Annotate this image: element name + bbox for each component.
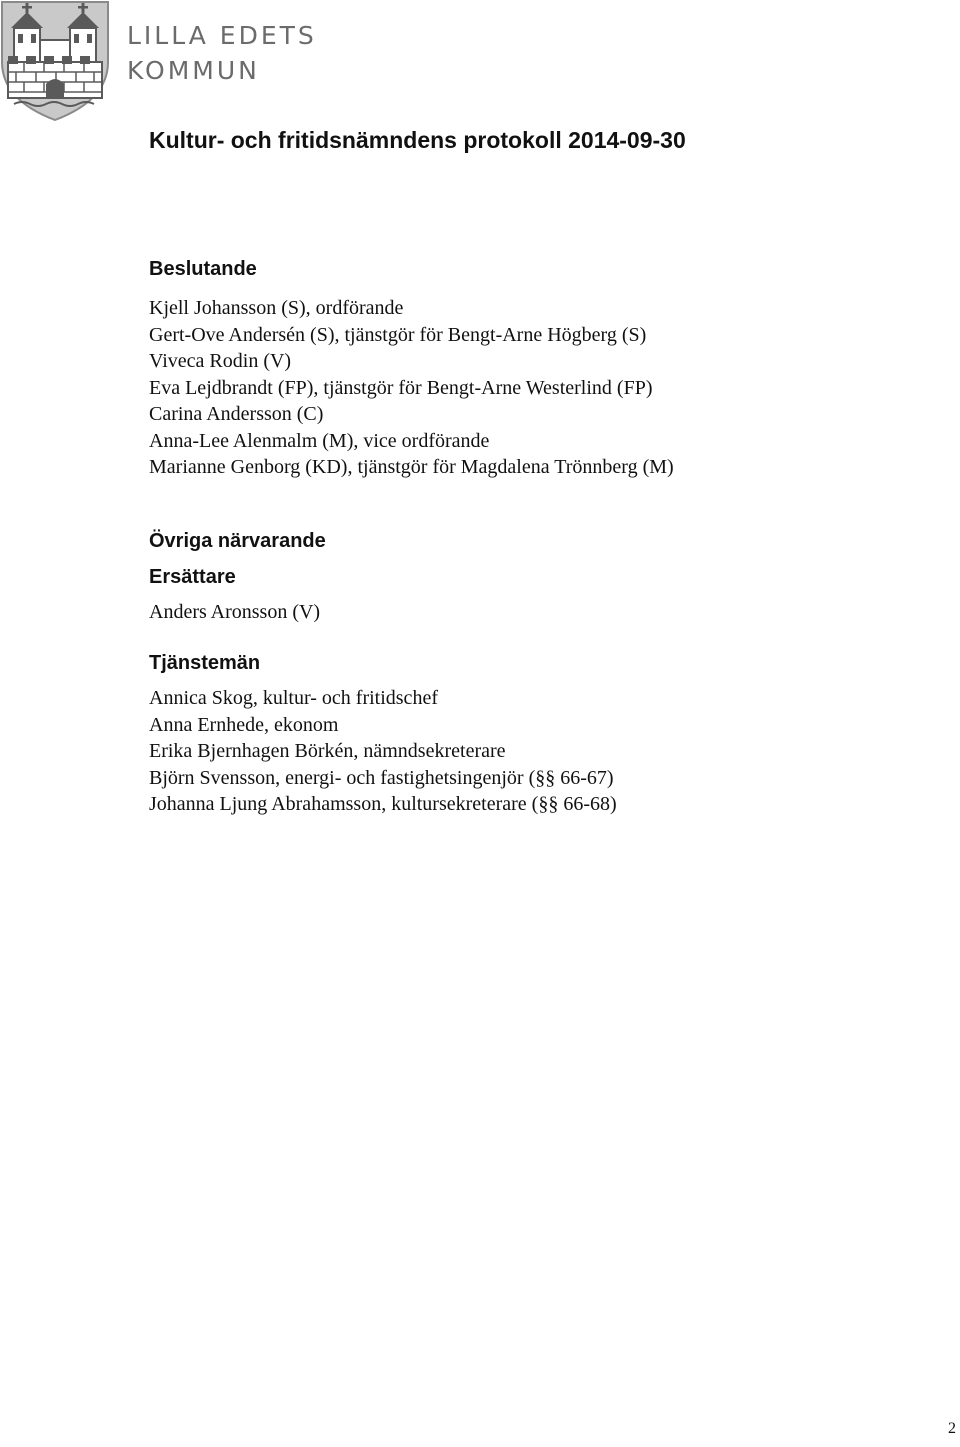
protocol-body <box>149 255 929 818</box>
list-item: Marianne Genborg (KD), tjänstgör för Magdalena Trönnberg (M) <box>149 456 674 478</box>
list-item: Anna-Lee Alenmalm (M), vice ordförande <box>149 429 490 452</box>
list-item: Kjell Johansson (S), ordförande <box>149 297 404 319</box>
list-item: Carina Andersson (C) <box>149 403 324 425</box>
list-item: Gert-Ove Andersén (S), tjänstgör för Bengt-Arne Högberg (S) <box>149 323 647 346</box>
logo-wordmark <box>127 18 317 88</box>
section-ovriga-narvarande <box>149 527 929 818</box>
heading-beslutande: Beslutande <box>149 258 257 280</box>
coat-of-arms-logo <box>0 0 110 122</box>
castle-crest-icon <box>0 0 110 122</box>
subheading-tjansteman: Tjänstemän <box>149 652 261 674</box>
list-item: Viveca Rodin (V) <box>149 350 292 372</box>
list-item: Johanna Ljung Abrahamsson, kultursekreterare (§§ 66-68) <box>149 793 617 815</box>
logo-line-municipality: LILLA EDETS <box>127 21 317 50</box>
page-number: 2 <box>948 1420 956 1437</box>
section-beslutande <box>149 255 929 481</box>
ersattare-list <box>149 599 929 626</box>
list-item: Annica Skog, kultur- och fritidschef <box>149 687 438 709</box>
page-title: Kultur- och fritidsnämndens protokoll 2014-09-30 <box>149 127 686 153</box>
heading-ovriga-narvarande: Övriga närvarande <box>149 529 326 552</box>
list-item: Anna Ernhede, ekonom <box>149 713 339 736</box>
list-item: Björn Svensson, energi- och fastighetsingenjör (§§ 66-67) <box>149 766 614 789</box>
tjansteman-list <box>149 685 929 818</box>
logo-line-kommun: KOMMUN <box>127 56 260 85</box>
list-item: Eva Lejdbrandt (FP), tjänstgör för Bengt-Arne Westerlind (FP) <box>149 376 653 399</box>
beslutande-list <box>149 295 929 481</box>
list-item: Anders Aronsson (V) <box>149 600 321 623</box>
list-item: Erika Bjernhagen Börkén, nämndsekreterare <box>149 740 506 762</box>
subheading-ersattare: Ersättare <box>149 565 236 588</box>
